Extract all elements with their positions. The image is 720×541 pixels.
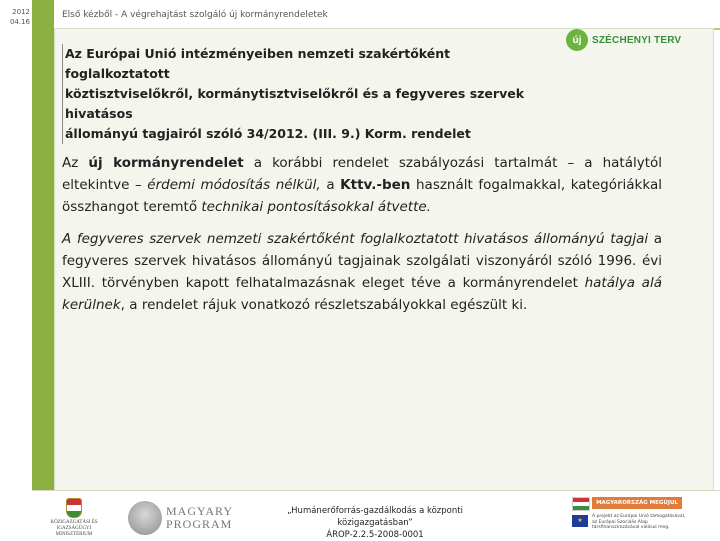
magyarorszag-megujul-badge: MAGYARORSZÁG MEGÚJUL: [592, 497, 682, 509]
slide-title-line: köztisztviselőkről, kormánytisztviselőkről és a fegyveres szervek hivatásos: [65, 86, 525, 121]
szechenyi-logo-mark: új: [566, 29, 588, 51]
project-caption: [260, 505, 490, 541]
bold-run: Kttv.-ben: [340, 177, 411, 193]
coat-of-arms-icon: [66, 498, 82, 518]
text-run: Az: [62, 155, 79, 171]
slide-title-line: állományú tagjairól szóló 34/2012. (III. 9.) Korm. rendelet: [65, 126, 471, 141]
text-run: , a rendelet rájuk vonatkozó részletszabályokkal egészült ki.: [120, 297, 528, 313]
eu-funding-note: A projekt az Európai Unió támogatásával, az Európai Szociális Alap társfinanszírozásával valósul meg.: [592, 514, 686, 530]
program-line: PROGRAM: [166, 517, 233, 531]
project-code: ÁROP-2.2.5-2008-0001: [326, 530, 424, 540]
magyary-program-text: [166, 505, 233, 531]
slide-title: [62, 44, 545, 144]
ministry-logo: [38, 498, 110, 538]
magyary-program-logo: [128, 498, 240, 538]
hungarian-flag-icon: [572, 497, 590, 511]
slide-title-line: Az Európai Unió intézményeiben nemzeti szakértőként foglalkoztatott: [65, 46, 451, 81]
text-run: használt fogalmakkal, kategóriákkal összhangot teremtő: [62, 177, 662, 215]
paragraph-1: [62, 152, 662, 218]
slide-date: [4, 7, 30, 27]
header-text: Első kézből - A végrehajtást szolgáló új kormányrendeletek: [62, 10, 328, 20]
paragraph-2: [62, 228, 662, 316]
magyary-line: MAGYARY: [166, 504, 234, 518]
slide-date-day: 04.16: [9, 18, 30, 26]
eu-flag-icon: ★: [572, 515, 588, 527]
text-run: a: [326, 177, 335, 193]
green-side-bar: [32, 0, 54, 540]
szechenyi-logo-text: SZÉCHENYI TERV: [592, 34, 682, 46]
text-run: a fegyveres szervek hivatásos állományú tagjainak szolgálati viszonyáról szóló 1996. évi XLIII. törvényben kapott felhatalmazásnak eleget téve a kormányrendelet: [62, 231, 662, 291]
szechenyi-logo: [566, 28, 696, 52]
ministry-name: KÖZIGAZGATÁSI ÉS IGAZSÁGÜGYI MINISZTÉRIUM: [50, 520, 98, 537]
italic-run: A fegyveres szervek nemzeti szakértőként foglalkoztatott hivatásos állományú tagjai: [62, 231, 649, 247]
slide-date-year: 2012: [12, 8, 30, 16]
left-strip: [0, 0, 32, 540]
italic-run: érdemi módosítás nélkül,: [147, 177, 321, 193]
project-name: „Humánerőforrás-gazdálkodás a központi közigazgatásban”: [287, 506, 463, 528]
text-run: a korábbi rendelet szabályozási tartalmát – a hatálytól eltekintve –: [62, 155, 663, 193]
bold-run: új kormányrendelet: [88, 155, 244, 171]
portrait-icon: [128, 501, 162, 535]
italic-run: technikai pontosításokkal átvette.: [201, 199, 431, 215]
italic-run: hatálya alá kerülnek: [62, 275, 662, 313]
